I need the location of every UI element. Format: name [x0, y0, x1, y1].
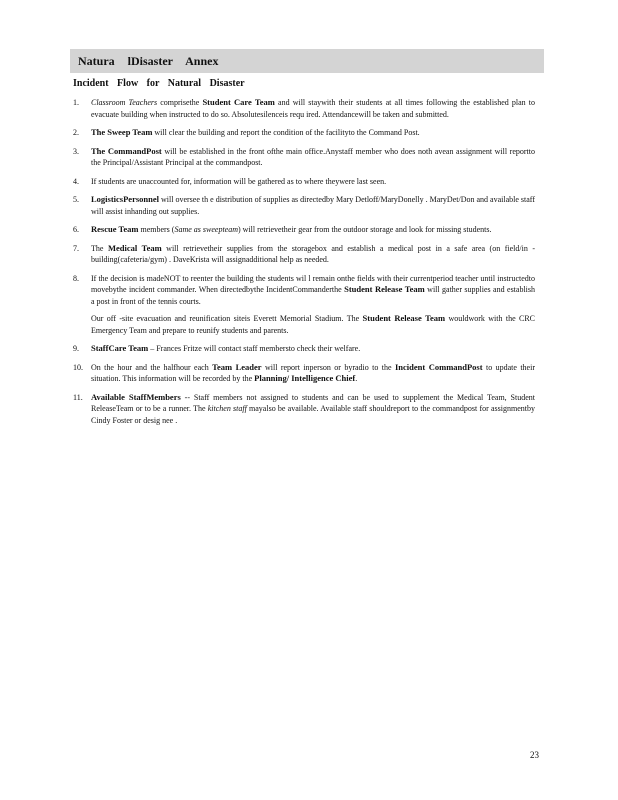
- list-item-paragraph: [91, 343, 535, 355]
- bold-text: Available StaffMembers: [91, 391, 181, 402]
- list-item: [73, 362, 535, 385]
- body-text: wouldwork with the CRC Emergency Team and prepare to reunify students and parents.: [91, 314, 535, 335]
- italic-text: Same as sweepteam: [174, 225, 239, 234]
- list-item-paragraph: [91, 273, 535, 308]
- list-item-number: 11.: [73, 392, 83, 402]
- body-text: Our off -site evacuation and reunification siteis Everett Memorial Stadium. The: [91, 314, 363, 323]
- bold-text: Student Release Team: [344, 284, 425, 294]
- list-item-number: 6.: [73, 225, 79, 234]
- bold-text: Student Release Team: [362, 313, 446, 323]
- list-item: [73, 194, 535, 217]
- body-text: will report inperson or byradio to the: [261, 362, 395, 372]
- list-item: [73, 243, 535, 266]
- body-text: will retrievetheir supplies from the storagebox and establish a medical post in a safe area (on field/in -building(cafeteria/gym) . DaveKrista will assignadditional help as needed.: [91, 243, 535, 264]
- bold-text: Medical Team: [107, 242, 162, 253]
- list-item-number: 1.: [73, 98, 79, 107]
- body-text: members (: [138, 225, 175, 234]
- bold-text: The CommandPost: [91, 145, 162, 156]
- italic-text: Classroom Teachers: [91, 98, 158, 107]
- body-text: The: [91, 243, 108, 253]
- list-item-number: 10.: [73, 362, 83, 372]
- body-text: – Frances Fritze will contact staff membersto check their welfare.: [148, 344, 361, 353]
- body-text: comprisethe: [157, 98, 203, 107]
- list-item-number: 3.: [73, 146, 79, 156]
- body-text: If students are unaccounted for, information will be gathered as to where theywere last seen.: [91, 176, 387, 186]
- bold-text: Team Leader: [212, 361, 262, 372]
- body-text: -- Staff members not assigned to students and can be used to supplement the Medical Team, Student ReleaseTeam or to be a runner. The: [91, 392, 535, 413]
- body-text: will oversee th e distribution of supplies as directedby Mary Detloff/MaryDonelly . MaryDet/Don and available staff will assist inhanding out supplies.: [91, 195, 535, 216]
- annex-header: [70, 49, 544, 73]
- list-item: [73, 146, 535, 169]
- list-item-number: 4.: [73, 176, 79, 186]
- list-item: [73, 224, 535, 236]
- bold-text: Incident CommandPost: [394, 361, 483, 372]
- list-item-paragraph: [91, 224, 535, 236]
- list-item-paragraph: [91, 127, 535, 139]
- list-item-number: 5.: [73, 195, 79, 204]
- body-text: will be established in the front ofthe main office.Anystaff member who does noth avean assignment will reportto the Principal/Assistant Principal at the commandpost.: [91, 146, 535, 167]
- list-item: [73, 97, 535, 120]
- body-text: ) will retrievetheir gear from the outdoor storage and look for missing students.: [238, 225, 492, 234]
- list-item-paragraph: [91, 362, 535, 385]
- bold-text: The Sweep Team: [91, 127, 153, 137]
- list-item: [73, 392, 535, 427]
- bold-text: Rescue Team: [91, 224, 139, 234]
- list-item-paragraph: [91, 313, 535, 336]
- body-text: will clear the building and report the condition of the facilityto the Command Post.: [152, 128, 420, 137]
- list-item-number: 2.: [73, 128, 79, 137]
- body-text: to update their situation. This information will be recorded by the: [91, 362, 535, 383]
- list-item-number: 9.: [73, 344, 79, 353]
- list-item-number: 7.: [73, 243, 79, 253]
- list-item: [73, 176, 535, 188]
- body-text: mayalso be available. Available staff shouldreport to the commandpost for assignmentby Cindy Foster or desig nee .: [91, 404, 535, 425]
- body-text: If the decision is madeNOT to reenter the building the students wil l remain onthe fields with their currentperiod teacher until instructedto movebythe incident commander. When directedbythe IncidentCommanderthe: [91, 273, 535, 294]
- bold-text: StaffCare Team: [91, 343, 149, 353]
- body-text: On the hour and the halfhour each: [91, 362, 213, 372]
- list-item-paragraph: [91, 97, 535, 120]
- list-item-paragraph: [91, 176, 535, 188]
- list-item-paragraph: [91, 392, 535, 427]
- body-text: and will staywith their students at all times following the established plan to evacuate building when instructed to do so. Absolutesilenceis requ ired. Attendancewill be taken and submitted.: [91, 98, 535, 119]
- italic-text: kitchen staff: [207, 404, 247, 413]
- bold-text: Student Care Team: [202, 97, 275, 107]
- bold-text: Planning/ Intelligence Chief: [254, 373, 356, 383]
- list-item-paragraph: [91, 194, 535, 217]
- list-item: [73, 273, 535, 337]
- list-item-paragraph: [91, 243, 535, 266]
- section-title: Incident Flow for Natural Disaster: [73, 78, 245, 89]
- page-number: 23: [530, 750, 539, 760]
- list-item-paragraph: [91, 146, 535, 169]
- annex-title: Natura lDisaster Annex: [78, 54, 219, 68]
- body-text: .: [355, 374, 358, 383]
- list-item: [73, 127, 535, 139]
- list-item: [73, 343, 535, 355]
- list-item-number: 8.: [73, 273, 79, 283]
- bold-text: LogisticsPersonnel: [91, 194, 159, 204]
- incident-flow-list: [73, 97, 535, 433]
- body-text: will gather supplies and establish a post in front of the tennis courts.: [91, 285, 536, 306]
